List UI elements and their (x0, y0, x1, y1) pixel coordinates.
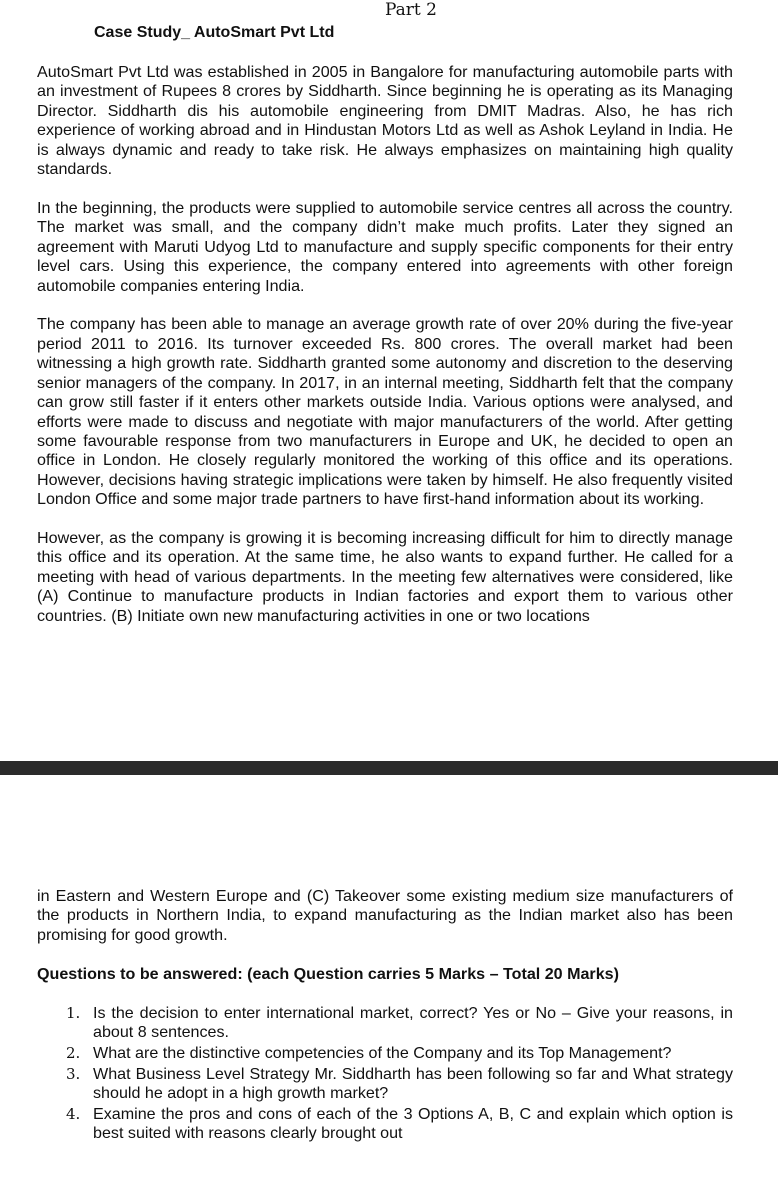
questions-list (37, 1004, 733, 1144)
question-item (37, 1105, 733, 1144)
paragraph-intro: AutoSmart Pvt Ltd was established in 2005 in Bangalore for manufacturing automobile parts with an investment of Rupees 8 crores by Siddharth. Since beginning he is operating as its Managing Director. Siddharth dis his automobile engineering from DMIT Madras. Also, he has rich experience of working abroad and in Hindustan Motors Ltd as well as Ashok Leyland in India. He is always dynamic and ready to take risk. He always emphasizes on maintaining high quality standards. (37, 63, 733, 179)
question-number: 1. (66, 1003, 81, 1022)
case-study-title: Case Study_ AutoSmart Pvt Ltd (94, 24, 335, 41)
paragraph-growth: The company has been able to manage an average growth rate of over 20% during the five-year period 2011 to 2016. Its turnover exceeded Rs. 800 crores. The overall market had been witnessing a high growth rate. Siddharth granted some autonomy and discretion to the deserving senior managers of the company. In 2017, in an internal meeting, Siddharth felt that the company can grow still faster if it enters other markets outside India. Various options were analysed, and efforts were made to discuss and negotiate with major manufacturers of the world. After getting some favourable response from two manufacturers in Europe and UK, he decided to open an office in London. He closely regularly monitored the working of this office and its operations. However, decisions having strategic implications were taken by himself. He also frequently visited London Office and some major trade partners to have first-hand information about its working. (37, 315, 733, 509)
page-separator (0, 761, 778, 775)
question-text: What Business Level Strategy Mr. Siddharth has been following so far and What strategy should he adopt in a high growth market? (93, 1064, 733, 1103)
question-item (37, 1065, 733, 1104)
questions-heading: Questions to be answered: (each Question carries 5 Marks – Total 20 Marks) (37, 964, 619, 983)
question-number: 4. (66, 1104, 81, 1123)
question-item (37, 1004, 733, 1043)
question-number: 3. (66, 1064, 81, 1083)
question-item (37, 1044, 733, 1063)
question-text: Is the decision to enter international market, correct? Yes or No – Give your reasons, in about 8 sentences. (93, 1003, 733, 1042)
question-text: Examine the pros and cons of each of the 3 Options A, B, C and explain which option is best suited with reasons clearly brought out (93, 1104, 733, 1143)
question-text: What are the distinctive competencies of the Company and its Top Management? (93, 1044, 672, 1063)
paragraph-alternatives: However, as the company is growing it is becoming increasing difficult for him to directly manage this office and its operation. At the same time, he also wants to expand further. He called for a meeting with head of various departments. In the meeting few alternatives were considered, like (A) Continue to manufacture products in Indian factories and export them to various other countries. (B) Initiate own new manufacturing activities in one or two locations (37, 529, 733, 625)
paragraph-continuation: in Eastern and Western Europe and (C) Takeover some existing medium size manufacturers of the products in Northern India, to expand manufacturing as the Indian market also has been promising for good growth. (37, 887, 733, 944)
page-2-body (37, 887, 733, 1143)
paragraph-beginning: In the beginning, the products were supplied to automobile service centres all across the country. The market was small, and the company didn’t make much profits. Later they signed an agreement with Maruti Udyog Ltd to manufacture and supply specific components for their entry level cars. Using this experience, the company entered into agreements with other foreign automobile companies entering India. (37, 198, 733, 295)
page-1-body (37, 63, 733, 646)
part-label: Part 2 (385, 0, 437, 20)
question-number: 2. (66, 1044, 81, 1063)
